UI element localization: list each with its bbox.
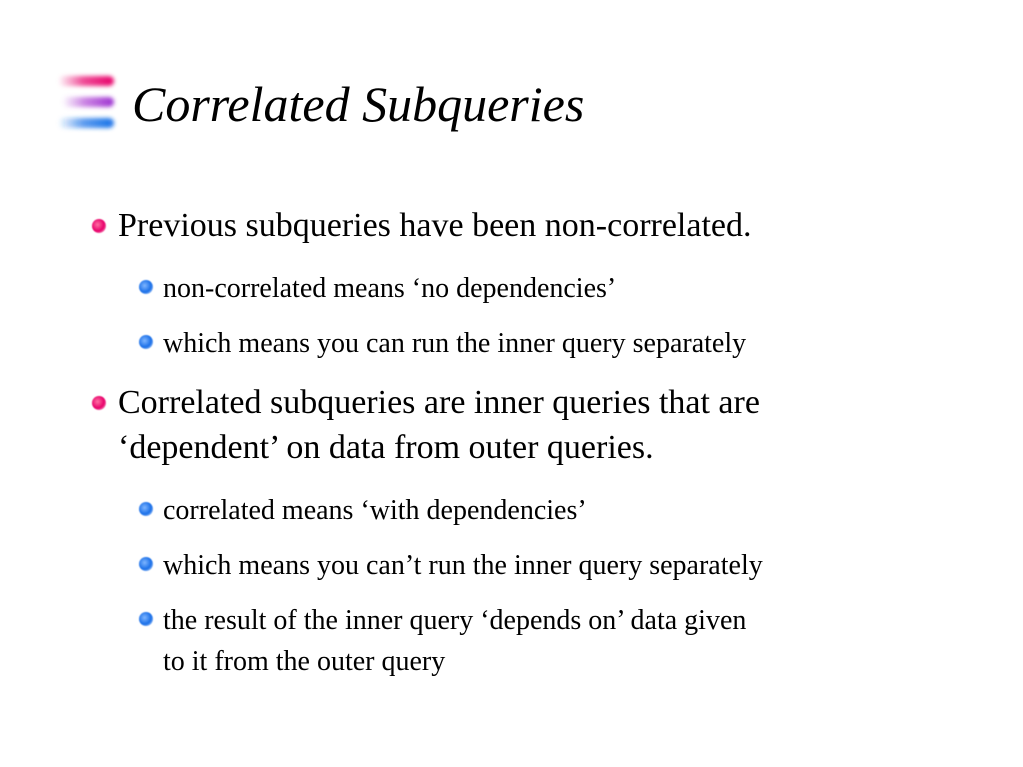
blue-bullet-icon bbox=[139, 557, 153, 571]
bullet-text: Previous subqueries have been non-correlated. bbox=[118, 207, 752, 244]
sub-bullet-text-line: to it from the outer query bbox=[163, 646, 446, 677]
blue-bullet-icon bbox=[139, 280, 153, 294]
pink-bullet-icon bbox=[92, 219, 106, 233]
stacked-stripes-logo-icon bbox=[54, 70, 120, 134]
blue-bullet-icon bbox=[139, 335, 153, 349]
slide-title: Correlated Subqueries bbox=[132, 76, 585, 132]
bullet-item bbox=[118, 381, 978, 425]
sub-bullet-item bbox=[163, 269, 963, 309]
sub-bullet-item bbox=[163, 491, 963, 531]
sub-bullet-item bbox=[163, 601, 963, 641]
sub-bullet-text: which means you can run the inner query separately bbox=[163, 328, 747, 359]
bullet-item bbox=[118, 204, 978, 248]
sub-bullet-item bbox=[163, 324, 963, 364]
bullet-item-continuation bbox=[118, 426, 978, 470]
sub-bullet-text: which means you can’t run the inner query separately bbox=[163, 550, 763, 581]
sub-bullet-text: non-correlated means ‘no dependencies’ bbox=[163, 273, 617, 304]
sub-bullet-item bbox=[163, 546, 963, 586]
sub-bullet-text-line: the result of the inner query ‘depends on’ data given bbox=[163, 605, 747, 636]
blue-bullet-icon bbox=[139, 502, 153, 516]
bullet-text-line: Correlated subqueries are inner queries that are bbox=[118, 384, 760, 421]
pink-bullet-icon bbox=[92, 396, 106, 410]
blue-bullet-icon bbox=[139, 612, 153, 626]
sub-bullet-item-continuation bbox=[163, 642, 963, 682]
sub-bullet-text: correlated means ‘with dependencies’ bbox=[163, 495, 587, 526]
bullet-text-line: ‘dependent’ on data from outer queries. bbox=[118, 429, 654, 466]
